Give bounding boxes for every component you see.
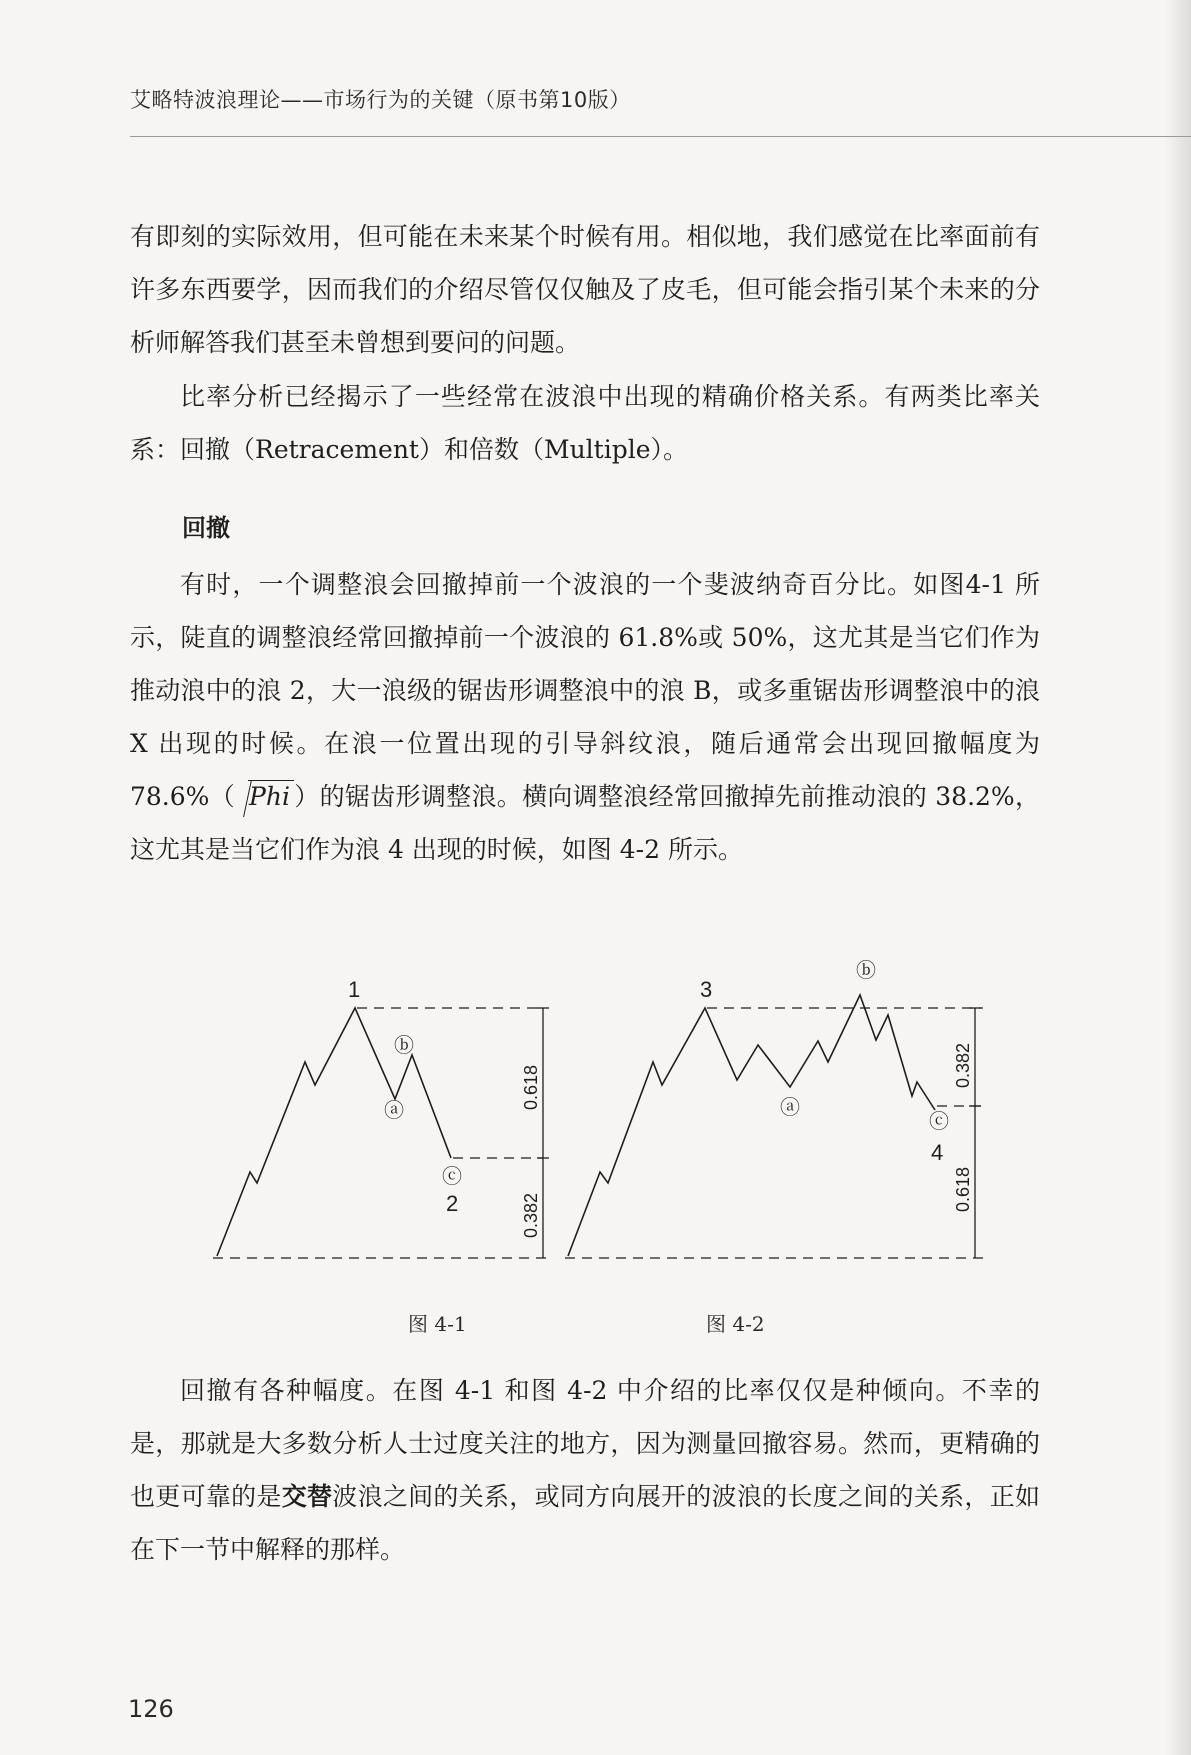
paragraph-depth-text: 回撤有各种幅度。在图 4-1 和图 4-2 中介绍的比率仅仅是种倾向。不幸的是，那就是大多数分析人士过度关注的地方，因为测量回撤容易。然而，更精确的也更可靠的是 [130,1376,1040,1511]
fig2-ratio-upper: 0.382 [953,1042,973,1088]
fig2-label-a: ⓐ [780,1097,800,1119]
header-rule [130,136,1191,137]
figure-4-2 [565,959,990,1258]
fig2-label-3: 3 [700,977,713,1002]
fig1-label-2: 2 [446,1191,459,1216]
fig2-label-4: 4 [931,1140,944,1165]
paragraph-retracement-depth [130,1364,1040,1576]
retracement-figures [0,950,1191,1290]
section-heading-retracement: 回撤 [182,514,230,542]
paragraph-depth-end: 波浪之间的关系，或同方向展开的波浪的长度之间的关系，正如在下一节中解释的那样。 [130,1482,1040,1564]
running-header: 艾略特波浪理论——市场行为的关键（原书第10版） [130,88,631,112]
paragraph-ratio-analysis: 比率分析已经揭示了一些经常在波浪中出现的精确价格关系。有两类比率关系：回撤（Retracement）和倍数（Multiple）。 [130,382,1040,464]
fig2-ratio-lower: 0.618 [953,1166,973,1212]
figure-4-1-caption: 图 4-1 [408,1312,467,1336]
emphasis-alternation: 交替 [281,1482,333,1511]
fig1-label-1: 1 [348,977,361,1002]
figure-4-1 [213,977,550,1258]
paragraph-continued: 有即刻的实际效用，但可能在未来某个时候有用。相似地，我们感觉在比率面前有许多东西要学，因而我们的介绍尽管仅仅触及了皮毛，但可能会指引某个未来的分析师解答我们甚至未曾想到要问的问题。 [130,222,1040,357]
fig1-ratio-lower: 0.382 [521,1192,541,1238]
fig2-label-b: ⓑ [856,960,876,982]
page-number: 126 [128,1695,174,1723]
fig1-label-b: ⓑ [394,1035,414,1057]
figure-4-2-caption: 图 4-2 [706,1312,765,1336]
fig1-label-a: ⓐ [384,1100,404,1122]
fig2-label-c: ⓒ [929,1111,949,1133]
paragraph-retracement-text: 有时，一个调整浪会回撤掉前一个波浪的一个斐波纳奇百分比。如图4-1 所示，陡直的调整浪经常回撤掉前一个波浪的 61.8%或 50%，这尤其是当它们作为推动浪中的浪 2，大一浪级的锯齿形调整浪中的浪 B，或多重锯齿形调整浪中的浪 X 出现的时候。在浪一位置出现的引导斜纹浪，随后通常会出现回撤幅度为 78.6%（ [130,570,1040,811]
paragraph-retracement [130,558,1040,876]
page-edge-shadow [1165,0,1191,1755]
fig1-label-c: ⓒ [442,1166,462,1188]
fig2-wave-path [568,995,935,1256]
sqrt-phi: Phi [235,770,294,823]
fig1-ratio-upper: 0.618 [521,1064,541,1110]
fig1-wave-path [217,1008,451,1256]
paragraph-retracement-end: ）的锯齿形调整浪。横向调整浪经常回撤掉先前推动浪的 38.2%，这尤其是当它们作为浪 4 出现的时候，如图 4-2 所示。 [130,782,1040,864]
